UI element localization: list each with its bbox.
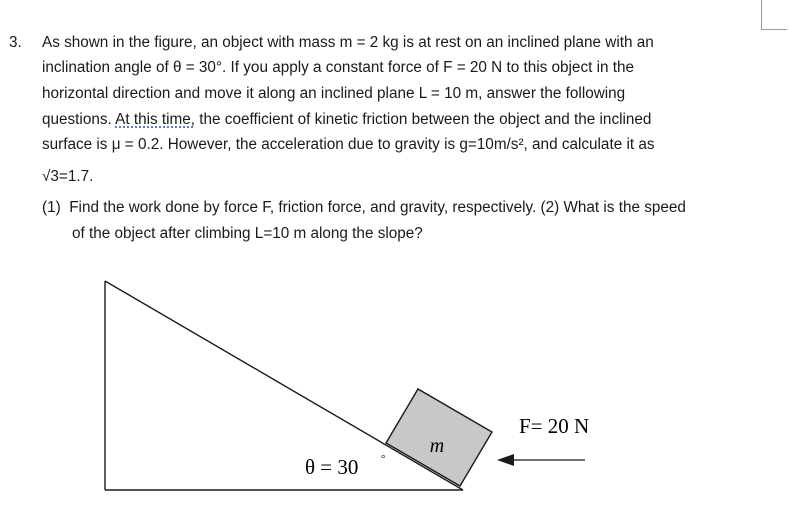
problem-text-line-1: As shown in the figure, an object with mass m = 2 kg is at rest on an inclined plane with an [42,34,654,51]
block-label: m [429,435,445,457]
problem-text-line-5: surface is μ = 0.2. However, the acceleration due to gravity is g=10m/s², and calculate it as [42,136,655,153]
force-label: F= 20 N [519,414,590,438]
grammar-flagged-phrase: At this time, [115,111,196,128]
problem-text-friction: the coefficient of kinetic friction between the object and the inclined [199,111,652,128]
problem-text-line-6: √3=1.7. [42,168,94,185]
incline-slope-edge [105,281,463,490]
force-arrow-head [497,454,514,466]
problem-text-line-2: inclination angle of θ = 30°. If you apply a constant force of F = 20 N to this object in the [42,59,635,76]
subquestion-text-1: Find the work done by force F, friction force, and gravity, respectively. (2) What is the speed [69,199,686,216]
subquestion-label: (1) [42,199,61,216]
angle-label: θ = 30 [305,455,359,479]
subquestion-line-2: of the object after climbing L=10 m along the slope? [72,225,423,242]
question-number: 3. [9,34,22,51]
degree-mark: ° [381,453,386,465]
problem-text-line-3: horizontal direction and move it along an inclined plane L = 10 m, answer the following [42,85,626,102]
problem-text-questions: questions. [42,111,112,128]
